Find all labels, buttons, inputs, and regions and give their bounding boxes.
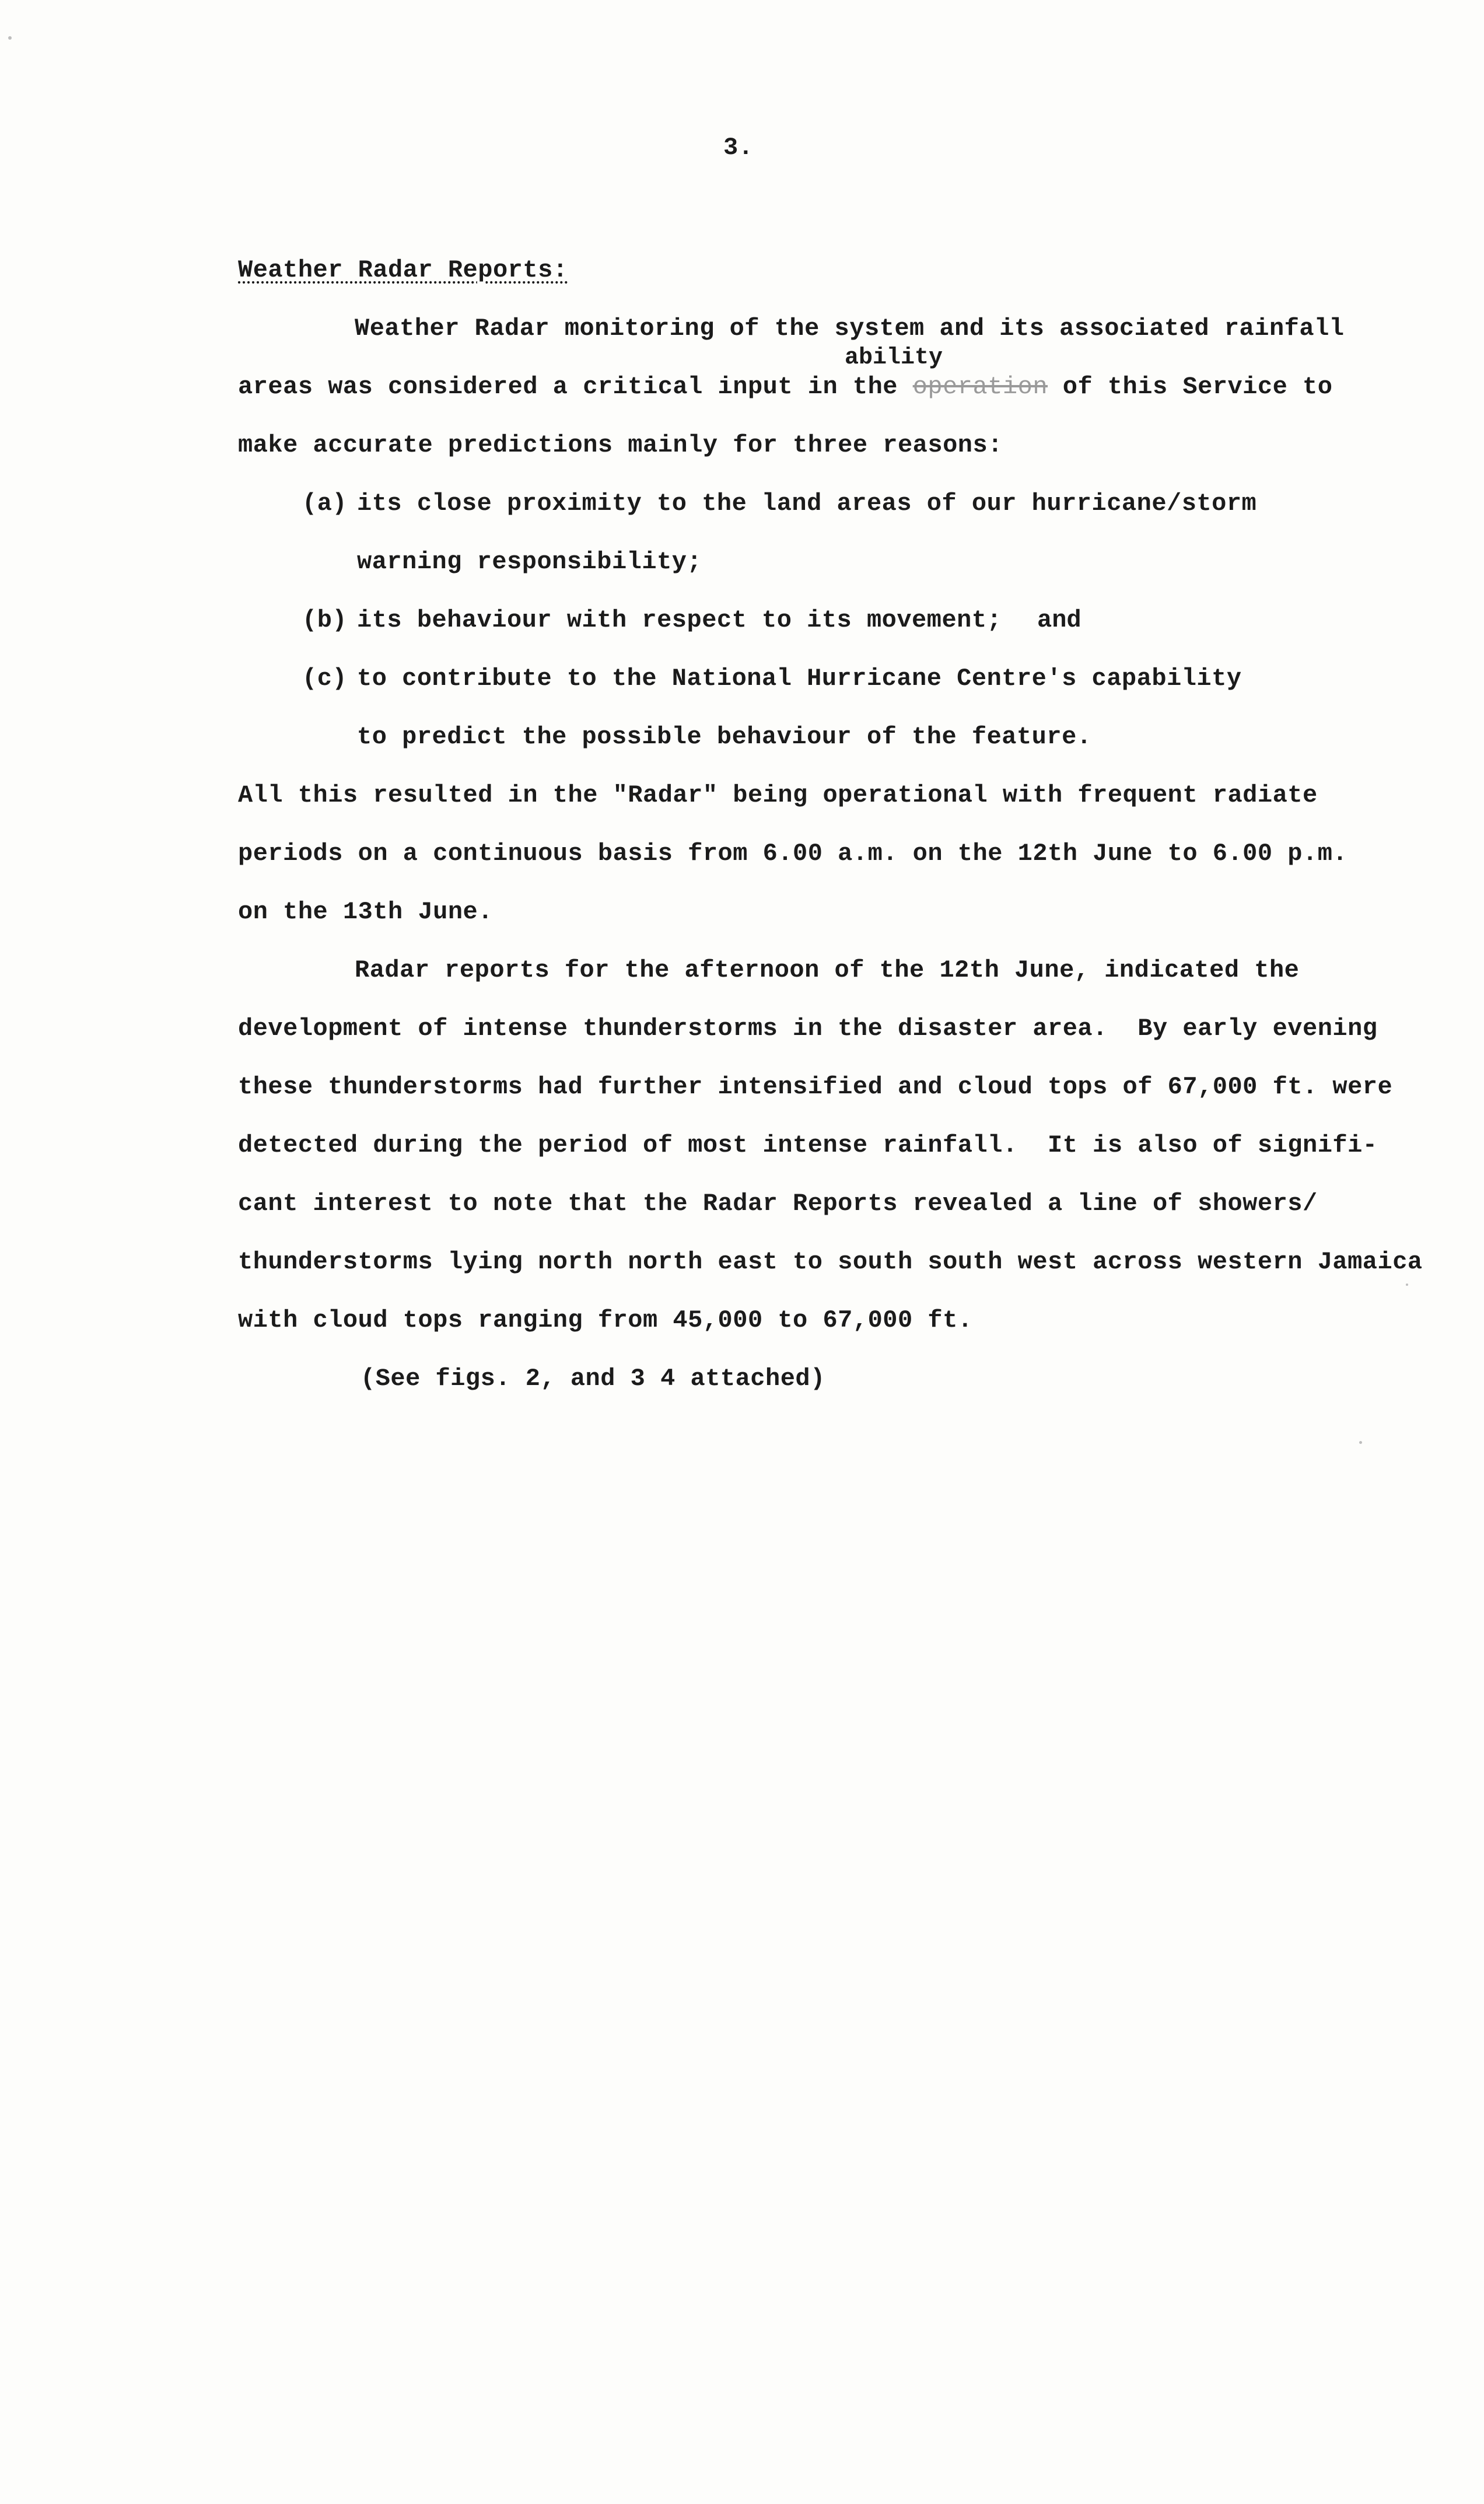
paragraph1-line2-start: areas was considered a critical input in the [238,373,913,401]
paragraph3-line6: thunderstorms lying north north east to south south west across western Jamaica [238,1248,1423,1276]
item-b-suffix: and [1037,606,1082,634]
handwritten-insertion: ability [845,345,943,371]
paragraph3-line2: development of intense thunderstorms in the disaster area. By early evening [238,1015,1378,1043]
paragraph1-line2-end: of this Service to [1048,373,1333,401]
paragraph3-line1: Radar reports for the afternoon of the 12th June, indicated the [355,956,1300,984]
item-c-line2: to predict the possible behaviour of the feature. [357,723,1092,751]
scan-speck [8,36,12,40]
figure-note: (See figs. 2, and 3 4 attached) [360,1365,825,1393]
paragraph1-line3: make accurate predictions mainly for three reasons: [238,431,1003,459]
paragraph3-line7: with cloud tops ranging from 45,000 to 67,000 ft. [238,1306,973,1334]
item-a-marker: (a) [302,489,348,517]
scan-speck [1359,1441,1362,1444]
item-c-line1: to contribute to the National Hurricane Centre's capability [357,665,1242,693]
paragraph2-line1: All this resulted in the "Radar" being operational with frequent radiate [238,781,1318,809]
paragraph2-line3: on the 13th June. [238,898,493,926]
item-a-line1: its close proximity to the land areas of our hurricane/storm [357,489,1257,517]
paragraph3-line3: these thunderstorms had further intensified and cloud tops of 67,000 ft. were [238,1073,1393,1101]
item-a-line2: warning responsibility; [357,548,702,576]
paragraph3-line4: detected during the period of most intense rainfall. It is also of signifi- [238,1131,1378,1159]
item-b-marker: (b) [302,606,348,634]
page-number: 3. [723,134,754,162]
scan-speck [1406,1284,1408,1286]
struck-word: operation [912,373,1048,401]
paragraph1-line2 [238,372,1332,401]
paragraph3-line5: cant interest to note that the Radar Reports revealed a line of showers/ [238,1190,1318,1218]
section-heading: Weather Radar Reports: [238,256,568,284]
item-c-marker: (c) [302,665,348,693]
paragraph2-line2: periods on a continuous basis from 6.00 a.m. on the 12th June to 6.00 p.m. [238,840,1348,868]
paragraph1-line1: Weather Radar monitoring of the system and its associated rainfall [355,314,1345,342]
item-b-line1: its behaviour with respect to its movement; [357,606,1002,634]
